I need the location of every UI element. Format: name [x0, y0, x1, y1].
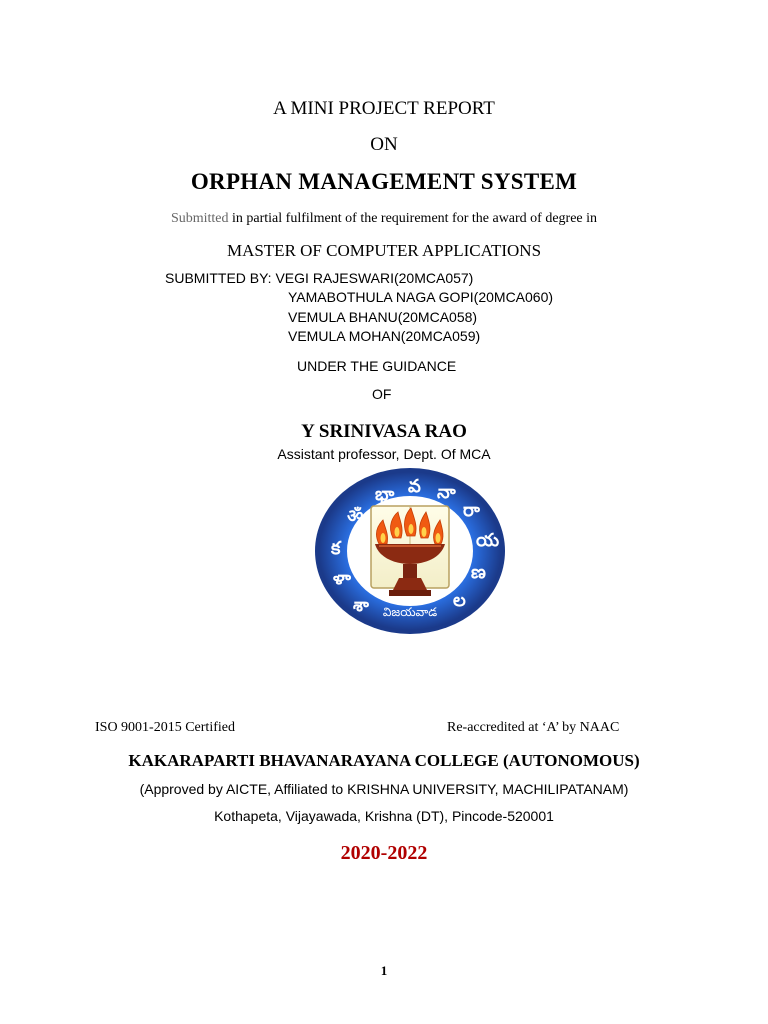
- svg-text:ల: ల: [453, 590, 466, 611]
- report-heading-on: ON: [370, 134, 398, 155]
- svg-text:ణ: ణ: [471, 562, 486, 583]
- degree-name: MASTER OF COMPUTER APPLICATIONS: [226, 241, 542, 260]
- team-member: VEMULA BHANU(20MCA058): [288, 309, 478, 325]
- college-approval: (Approved by AICTE, Affiliated to KRISHNA UNIVERSITY, MACHILIPATANAM): [139, 781, 629, 797]
- page-number: 1: [380, 963, 388, 978]
- svg-text:క: క: [331, 538, 341, 559]
- academic-years: 2020-2022: [340, 842, 428, 864]
- svg-text:భా: భా: [375, 484, 395, 505]
- submission-statement: [0, 211, 768, 227]
- team-member: VEMULA MOHAN(20MCA059): [288, 328, 481, 344]
- guide-designation: Assistant professor, Dept. Of MCA: [277, 446, 491, 462]
- college-emblem-icon: [313, 466, 507, 636]
- college-name: KAKARAPARTI BHAVANARAYANA COLLEGE (AUTONOMOUS): [128, 751, 640, 770]
- project-title: ORPHAN MANAGEMENT SYSTEM: [190, 169, 578, 194]
- svg-text:నా: నా: [437, 482, 456, 503]
- guide-name: Y SRINIVASA RAO: [301, 421, 467, 442]
- svg-text:శా: శా: [353, 595, 369, 616]
- svg-text:విజయవాడ: విజయవాడ: [382, 605, 438, 619]
- submitted-by-label: SUBMITTED BY:: [165, 270, 272, 286]
- svg-text:ళా: ళా: [333, 568, 351, 589]
- guidance-label: UNDER THE GUIDANCE: [297, 358, 457, 374]
- college-address: Kothapeta, Vijayawada, Krishna (DT), Pincode-520001: [214, 808, 554, 824]
- svg-text:రా: రా: [463, 500, 480, 521]
- report-heading: A MINI PROJECT REPORT: [273, 98, 495, 119]
- svg-text:ॐ: ॐ: [347, 506, 364, 527]
- submitted-by-line: [165, 270, 473, 286]
- team-member: VEGI RAJESWARI(20MCA057): [275, 270, 474, 286]
- submission-text: in partial fulfilment of the requirement for the award of degree in: [228, 211, 598, 226]
- guidance-of: OF: [372, 386, 392, 402]
- svg-text:వ: వ: [408, 476, 421, 497]
- svg-text:య: య: [476, 530, 500, 551]
- naac-accreditation: Re-accredited at ‘A’ by NAAC: [447, 720, 620, 735]
- iso-certification: ISO 9001-2015 Certified: [95, 720, 235, 735]
- team-member: YAMABOTHULA NAGA GOPI(20MCA060): [288, 289, 554, 305]
- submitted-word: Submitted: [170, 211, 229, 226]
